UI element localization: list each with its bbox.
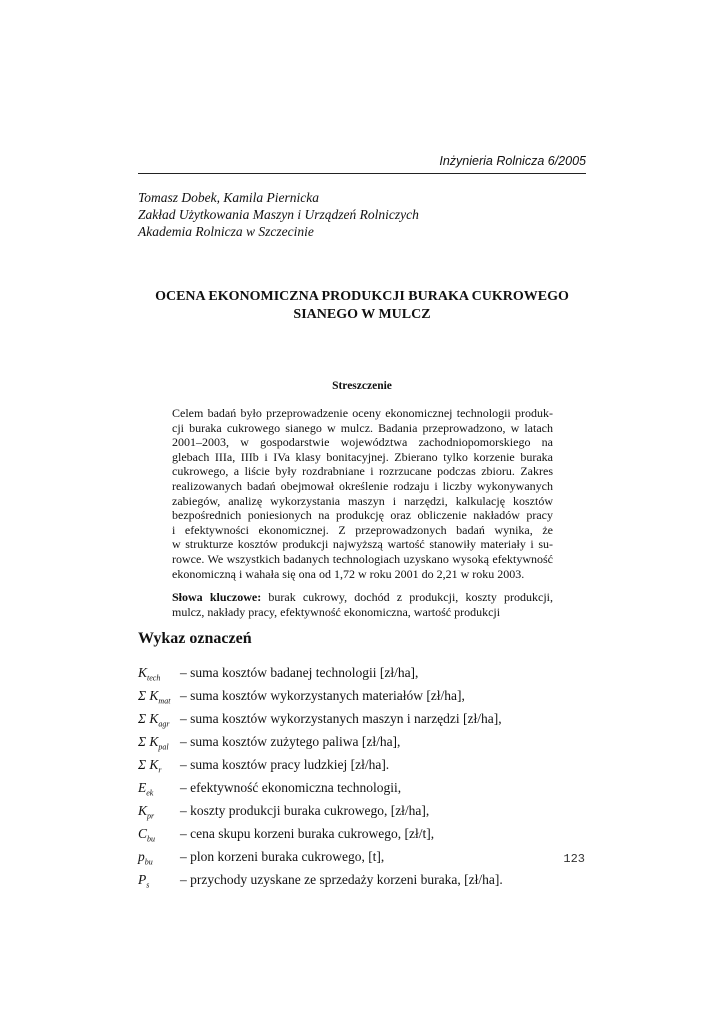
abstract-line: Celem badań było przeprowadzenie oceny ekonomicznej technologii produk- [172, 406, 553, 420]
symbol-row [138, 871, 503, 894]
symbol-row [138, 802, 503, 825]
keywords-line-1 [172, 590, 553, 605]
symbol-row [138, 848, 503, 871]
abstract-line: glebach IIIa, IIIb i IVa klasy bonitacyjnej. Zbierano tylko korzenie buraka [172, 449, 553, 464]
keywords-label: Słowa kluczowe: [172, 590, 262, 604]
symbol-description: – suma kosztów wykorzystanych maszyn i narzędzi [zł/ha], [180, 710, 502, 726]
header-divider [138, 173, 586, 174]
symbol: Σ $K_{mat}$ [138, 687, 171, 706]
author-university: Akademia Rolnicza w Szczecinie [138, 224, 314, 239]
symbol-row [138, 710, 503, 733]
abstract-line: cji buraka cukrowego sianego w mulcz. Badania przeprowadzono, w latach [172, 420, 553, 435]
symbol-row [138, 825, 503, 848]
page-number: 123 [563, 852, 585, 866]
abstract-line: realizowanych badań obejmował określenie rodzaju i liczby wykonywanych [172, 478, 553, 493]
abstract-heading: Streszczenie [332, 380, 392, 392]
journal-header: Inżynieria Rolnicza 6/2005 [439, 154, 586, 168]
symbol-row [138, 779, 503, 802]
paper-title [138, 288, 586, 324]
symbol-description: – suma kosztów zużytego paliwa [zł/ha], [180, 733, 401, 749]
abstract-line: 2001–2003, w gospodarstwie województwa zachodniopomorskiego na [172, 435, 553, 450]
abstract-line: cukrowego, a liście były rozdrabniane i rozrzucane podczas zbioru. Zakres [172, 464, 553, 479]
symbol-row [138, 756, 503, 779]
abstract-line: zabiegów, analizę wykorzystania maszyn i narzędzi, kalkulację kosztów [172, 493, 553, 508]
title-line-1: OCENA EKONOMICZNA PRODUKCJI BURAKA CUKROWEGO [155, 289, 569, 304]
keywords-block [172, 590, 553, 620]
symbol-description: – suma kosztów wykorzystanych materiałów [zł/ha], [180, 687, 465, 703]
abstract-line: bezpośrednich poniesionych na produkcję oraz obliczenie nakładów pracy [172, 508, 553, 523]
author-block [138, 189, 419, 240]
abstract-line: w strukturze kosztów produkcji najwyższą wartość stanowiły materiały i su- [172, 537, 553, 552]
symbol-row [138, 687, 503, 710]
abstract-body [172, 406, 553, 581]
symbols-list [138, 664, 503, 894]
symbol: Σ $K_{pal}$ [138, 733, 169, 752]
author-department: Zakład Użytkowania Maszyn i Urządzeń Rolniczych [138, 207, 419, 222]
abstract-line: rowce. We wszystkich badanych technologiach uzyskano wysoką efektywność [172, 551, 553, 566]
title-line-2: SIANEGO W MULCZ [293, 307, 431, 322]
symbol-description: – efektywność ekonomiczna technologii, [180, 779, 402, 795]
symbol: $K_{tech}$ [138, 665, 161, 683]
symbol-row [138, 733, 503, 756]
symbol: $p_{bu}$ [138, 848, 153, 867]
symbol-row [138, 664, 503, 687]
symbol-description: – koszty produkcji buraka cukrowego, [zł/ha], [180, 802, 430, 818]
symbol-description: – suma kosztów badanej technologii [zł/ha], [180, 665, 419, 680]
abstract-line: i efektywności ekonomicznej. Z przeprowadzonych badań wynika, że [172, 522, 553, 537]
symbol-description: – cena skupu korzeni buraka cukrowego, [zł/t], [180, 825, 435, 841]
symbol-description: – suma kosztów pracy ludzkiej [zł/ha]. [180, 756, 390, 772]
symbol-description: – plon korzeni buraka cukrowego, [t], [180, 848, 385, 864]
author-names: Tomasz Dobek, Kamila Piernicka [138, 190, 319, 205]
symbol-description: – przychody uzyskane ze sprzedaży korzeni buraka, [zł/ha]. [180, 871, 503, 887]
symbol: Σ $K_r$ [138, 756, 162, 775]
symbol: $E_{ek}$ [138, 779, 154, 798]
abstract-line: ekonomiczną i wahała się ona od 1,72 w roku 2001 do 2,21 w roku 2003. [172, 566, 525, 581]
keywords-text-1: burak cukrowy, dochód z produkcji, koszty produkcji, [268, 590, 553, 604]
symbol: $K_{pr}$ [138, 802, 155, 821]
symbol: Σ $K_{agr}$ [138, 710, 170, 729]
keywords-text-2: mulcz, nakłady pracy, efektywność ekonomiczna, wartość produkcji [172, 605, 501, 619]
symbol: $P_s$ [138, 871, 150, 890]
symbols-heading: Wykaz oznaczeń [138, 630, 252, 647]
symbol: $C_{bu}$ [138, 825, 156, 844]
